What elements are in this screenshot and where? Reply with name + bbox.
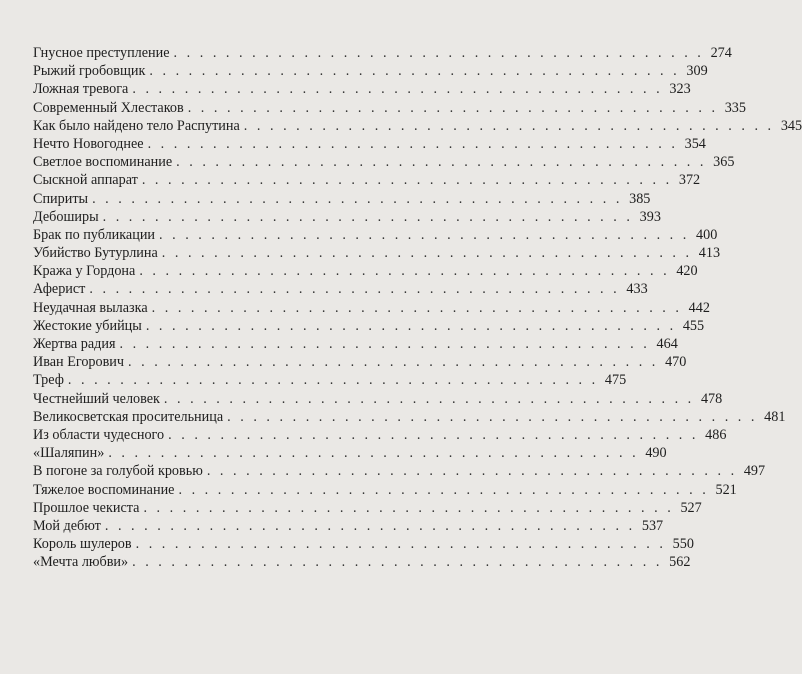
toc-entry <box>33 244 721 262</box>
toc-entry <box>33 517 664 535</box>
toc-entry <box>33 462 766 480</box>
toc-entry-title: Мой дебют <box>33 517 101 534</box>
dot-leader: . . . . . . . . . . . . . . . . . . . . . . . . . . . . . . . . . . . . . . . . . <box>128 354 659 371</box>
dot-leader: . . . . . . . . . . . . . . . . . . . . . . . . . . . . . . . . . . . . . . . . . <box>102 208 633 225</box>
toc-entry-page-number: 550 <box>672 536 694 553</box>
toc-entry-page-number: 442 <box>688 299 710 316</box>
toc-entry-title: Как было найдено тело Распутина <box>33 117 240 134</box>
toc-entry <box>33 153 735 171</box>
toc-entry <box>33 481 737 499</box>
table-of-contents <box>33 44 802 571</box>
dot-leader: . . . . . . . . . . . . . . . . . . . . . . . . . . . . . . . . . . . . . . . . . <box>119 336 650 352</box>
toc-entry-page-number: 345 <box>780 117 802 134</box>
toc-entry-title: Нечто Новогоднее <box>33 135 144 152</box>
toc-entry-page-number: 475 <box>604 372 627 389</box>
toc-entry-page-number: 481 <box>764 408 786 425</box>
toc-entry-title: Спириты <box>33 190 89 207</box>
toc-entry <box>33 62 708 80</box>
toc-entry-page-number: 309 <box>686 63 708 80</box>
dot-leader: . . . . . . . . . . . . . . . . . . . . . . . . . . . . . . . . . . . . . . . . . <box>92 190 623 207</box>
toc-entry-title: «Мечта любви» <box>33 554 129 571</box>
toc-entry-title: Тяжелое воспоминание <box>33 481 175 498</box>
toc-entry <box>33 280 648 298</box>
toc-entry <box>33 226 718 244</box>
toc-entry-page-number: 486 <box>705 426 727 443</box>
toc-entry <box>33 299 710 317</box>
dot-leader: . . . . . . . . . . . . . . . . . . . . . . . . . . . . . . . . . . . . . . . . . <box>151 299 682 316</box>
toc-entry-title: Ложная тревога <box>33 81 129 98</box>
dot-leader: . . . . . . . . . . . . . . . . . . . . . . . . . . . . . . . . . . . . . . . . . <box>227 408 758 425</box>
dot-leader: . . . . . . . . . . . . . . . . . . . . . . . . . . . . . . . . . . . . . . . . . <box>104 517 636 534</box>
toc-entry-title: Убийство Бутурлина <box>33 245 158 262</box>
toc-entry-title: Великосветская просительница <box>33 408 224 425</box>
toc-entry <box>33 499 702 517</box>
dot-leader: . . . . . . . . . . . . . . . . . . . . . . . . . . . . . . . . . . . . . . . . . <box>178 481 709 498</box>
dot-leader: . . . . . . . . . . . . . . . . . . . . . . . . . . . . . . . . . . . . . . . . . <box>206 463 738 480</box>
toc-entry-page-number: 464 <box>656 336 678 352</box>
dot-leader: . . . . . . . . . . . . . . . . . . . . . . . . . . . . . . . . . . . . . . . . . <box>149 63 680 80</box>
toc-entry-title: Гнусное преступление <box>33 45 170 61</box>
toc-entry-title: Кража у Гордона <box>33 263 136 280</box>
toc-entry-title: Иван Егорович <box>33 354 125 371</box>
toc-entry-page-number: 537 <box>641 517 664 534</box>
dot-leader: . . . . . . . . . . . . . . . . . . . . . . . . . . . . . . . . . . . . . . . . . <box>173 45 704 61</box>
toc-entry <box>33 408 786 426</box>
toc-entry-page-number: 527 <box>680 499 702 516</box>
toc-entry-title: Неудачная вылазка <box>33 299 148 316</box>
toc-entry-title: Брак по публикации <box>33 226 155 243</box>
dot-leader: . . . . . . . . . . . . . . . . . . . . . . . . . . . . . . . . . . . . . . . . . <box>108 445 639 462</box>
toc-entry-page-number: 400 <box>696 226 718 243</box>
toc-entry <box>33 99 746 117</box>
toc-entry-page-number: 478 <box>700 390 723 407</box>
toc-entry-page-number: 455 <box>682 317 705 334</box>
dot-leader: . . . . . . . . . . . . . . . . . . . . . . . . . . . . . . . . . . . . . . . . . <box>67 372 599 389</box>
toc-entry-title: Честнейший человек <box>33 390 160 407</box>
toc-entry-title: Светлое воспоминание <box>33 154 173 171</box>
toc-entry-page-number: 521 <box>715 481 737 498</box>
toc-entry <box>33 426 727 444</box>
toc-entry <box>33 135 706 153</box>
toc-entry-page-number: 490 <box>645 445 667 462</box>
toc-entry-page-number: 385 <box>629 190 651 207</box>
toc-entry <box>33 80 691 98</box>
toc-entry <box>33 353 687 371</box>
dot-leader: . . . . . . . . . . . . . . . . . . . . . . . . . . . . . . . . . . . . . . . . . <box>141 172 673 189</box>
toc-entry <box>33 171 701 189</box>
toc-entry-title: Из области чудесного <box>33 426 165 443</box>
dot-leader: . . . . . . . . . . . . . . . . . . . . . . . . . . . . . . . . . . . . . . . . . <box>243 117 775 134</box>
dot-leader: . . . . . . . . . . . . . . . . . . . . . . . . . . . . . . . . . . . . . . . . . <box>139 263 670 280</box>
toc-entry-title: Рыжий гробовщик <box>33 63 146 80</box>
dot-leader: . . . . . . . . . . . . . . . . . . . . . . . . . . . . . . . . . . . . . . . . . <box>143 499 674 516</box>
dot-leader: . . . . . . . . . . . . . . . . . . . . . . . . . . . . . . . . . . . . . . . . . <box>176 154 707 171</box>
toc-entry <box>33 444 667 462</box>
dot-leader: . . . . . . . . . . . . . . . . . . . . . . . . . . . . . . . . . . . . . . . . . <box>135 536 666 553</box>
toc-entry <box>33 208 661 226</box>
dot-leader: . . . . . . . . . . . . . . . . . . . . . . . . . . . . . . . . . . . . . . . . . <box>147 135 678 152</box>
toc-entry <box>33 390 723 408</box>
dot-leader: . . . . . . . . . . . . . . . . . . . . . . . . . . . . . . . . . . . . . . . . . <box>187 99 718 116</box>
toc-entry-title: Современный Хлестаков <box>33 99 184 116</box>
dot-leader: . . . . . . . . . . . . . . . . . . . . . . . . . . . . . . . . . . . . . . . . . <box>145 317 677 334</box>
toc-entry-page-number: 420 <box>676 263 698 280</box>
toc-entry <box>33 190 651 208</box>
toc-entry <box>33 44 732 62</box>
toc-entry-page-number: 413 <box>698 245 721 262</box>
toc-entry-title: Прошлое чекиста <box>33 499 140 516</box>
dot-leader: . . . . . . . . . . . . . . . . . . . . . . . . . . . . . . . . . . . . . . . . . <box>161 245 693 262</box>
toc-entry-page-number: 393 <box>639 208 661 225</box>
dot-leader: . . . . . . . . . . . . . . . . . . . . . . . . . . . . . . . . . . . . . . . . . <box>132 554 663 571</box>
dot-leader: . . . . . . . . . . . . . . . . . . . . . . . . . . . . . . . . . . . . . . . . . <box>159 226 690 243</box>
toc-entry <box>33 371 627 389</box>
toc-entry-title: Сыскной аппарат <box>33 172 138 189</box>
dot-leader: . . . . . . . . . . . . . . . . . . . . . . . . . . . . . . . . . . . . . . . . . <box>132 81 663 98</box>
dot-leader: . . . . . . . . . . . . . . . . . . . . . . . . . . . . . . . . . . . . . . . . . <box>168 426 699 443</box>
toc-entry <box>33 262 698 280</box>
dot-leader: . . . . . . . . . . . . . . . . . . . . . . . . . . . . . . . . . . . . . . . . . <box>89 281 620 298</box>
toc-entry-title: В погоне за голубой кровью <box>33 463 203 480</box>
toc-entry-page-number: 274 <box>710 45 732 61</box>
toc-entry-page-number: 372 <box>678 172 701 189</box>
toc-entry <box>33 535 694 553</box>
toc-entry-page-number: 433 <box>626 281 648 298</box>
toc-entry-title: Король шулеров <box>33 536 132 553</box>
toc-entry-title: Жертва радия <box>33 336 116 352</box>
toc-entry <box>33 553 691 571</box>
toc-entry-page-number: 470 <box>665 354 687 371</box>
toc-entry-page-number: 354 <box>684 135 706 152</box>
dot-leader: . . . . . . . . . . . . . . . . . . . . . . . . . . . . . . . . . . . . . . . . . <box>163 390 695 407</box>
toc-entry-title: Аферист <box>33 281 86 298</box>
toc-entry <box>33 117 802 135</box>
toc-entry-page-number: 323 <box>669 81 691 98</box>
toc-entry-title: Дебоширы <box>33 208 99 225</box>
toc-entry <box>33 317 705 335</box>
toc-entry-page-number: 497 <box>743 463 766 480</box>
toc-entry-title: Треф <box>33 372 64 389</box>
toc-entry-title: «Шаляпин» <box>33 445 105 462</box>
toc-entry-page-number: 365 <box>713 154 735 171</box>
toc-entry-page-number: 562 <box>669 554 691 571</box>
toc-entry-page-number: 335 <box>724 99 746 116</box>
toc-entry <box>33 335 678 353</box>
toc-entry-title: Жестокие убийцы <box>33 317 142 334</box>
